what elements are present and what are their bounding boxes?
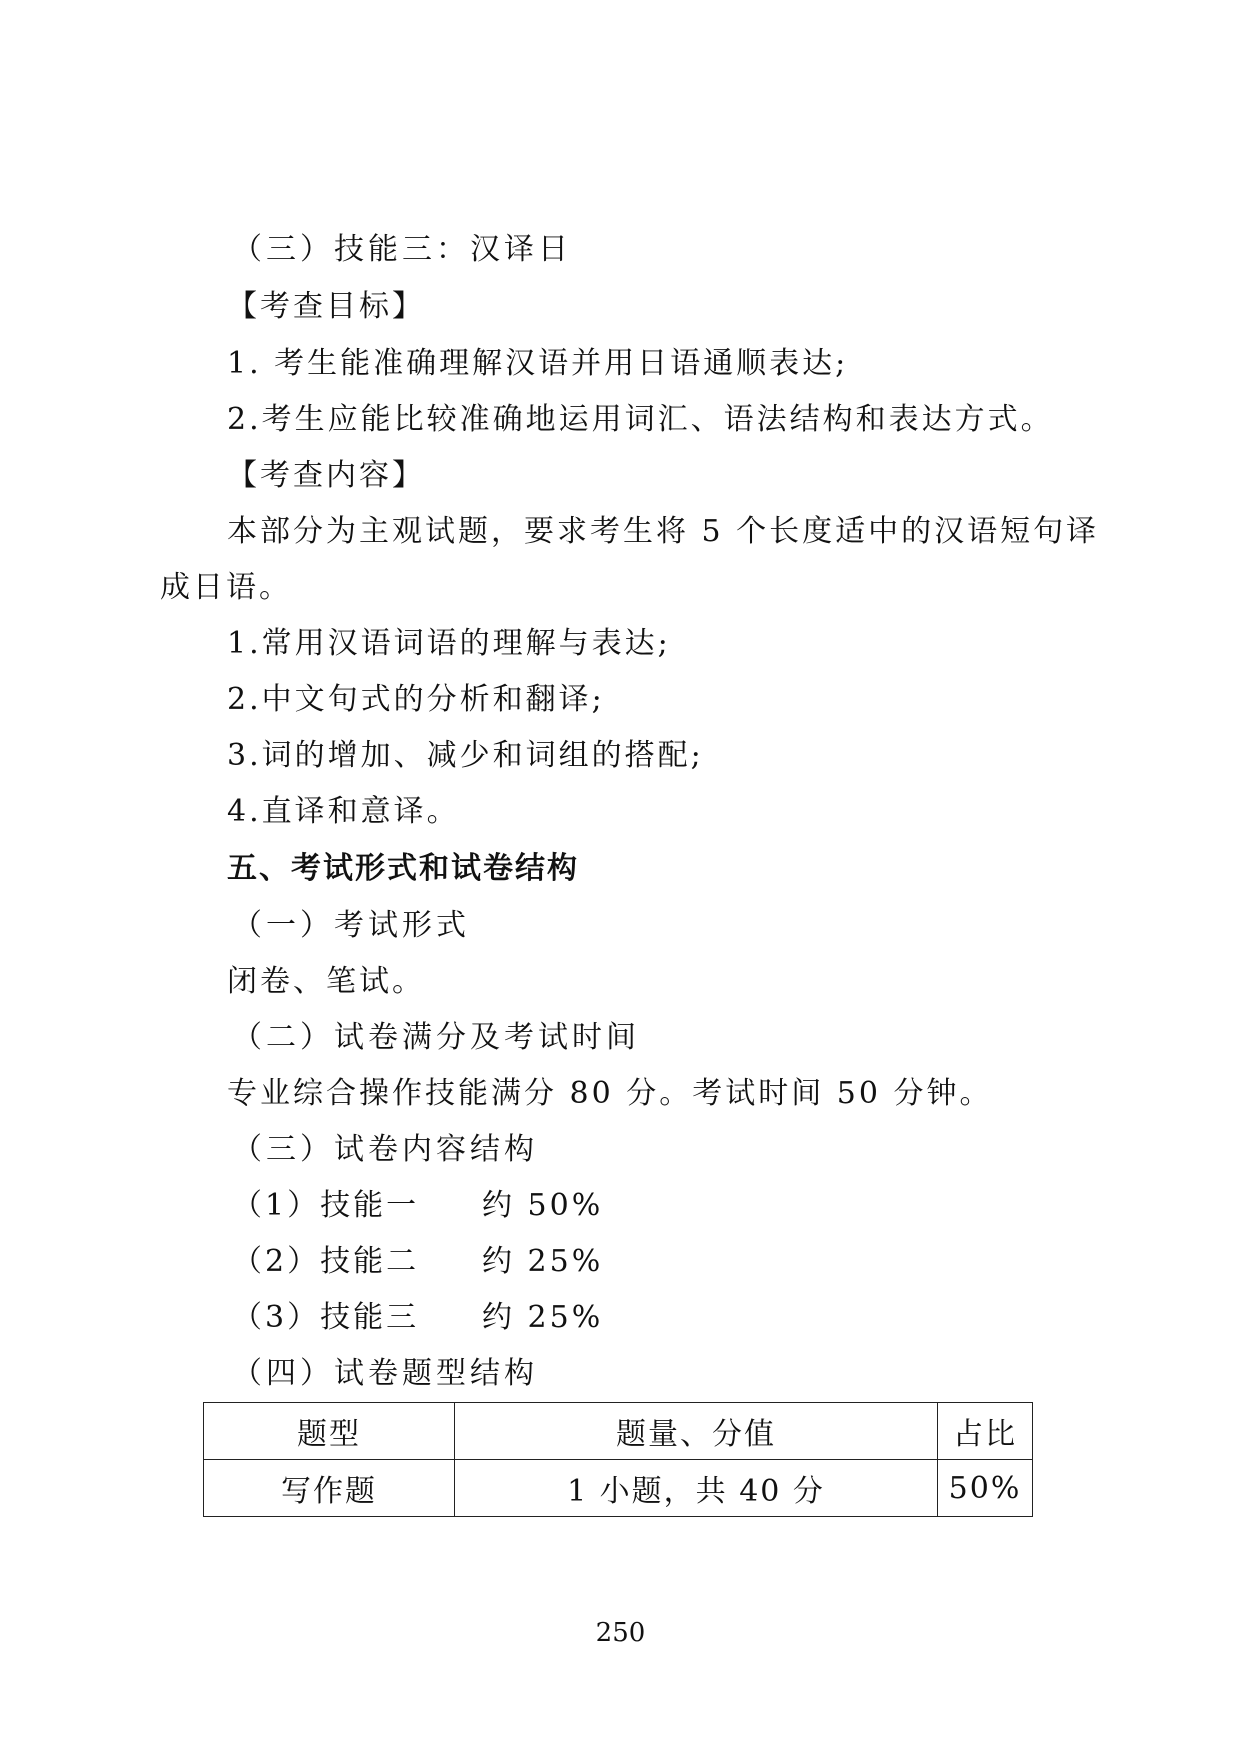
subsection-question-structure: （四）试卷题型结构 [232, 1356, 538, 1391]
subheading-content: 【考查内容】 [227, 458, 425, 493]
skill-ratio-row [232, 1186, 603, 1226]
content-item-1: 1.常用汉语词语的理解与表达; [227, 626, 671, 661]
subheading-objectives: 【考查目标】 [227, 289, 425, 324]
subsection-score-time: （二）试卷满分及考试时间 [232, 1020, 640, 1055]
skill-name: （2）技能二 [232, 1244, 420, 1279]
exam-form-text: 闭卷、笔试。 [227, 964, 425, 999]
table-header-row [204, 1403, 1033, 1460]
section-heading-skill-three: （三）技能三：汉译日 [232, 232, 572, 267]
objective-2: 2.考生应能比较准确地运用词汇、语法结构和表达方式。 [227, 402, 1054, 437]
skill-ratio: 约 25% [482, 1244, 604, 1279]
table-row [204, 1460, 1033, 1517]
subsection-content-structure: （三）试卷内容结构 [232, 1132, 538, 1167]
page-number: 250 [595, 1618, 646, 1648]
objective-1: 1. 考生能准确理解汉语并用日语通顺表达; [227, 346, 849, 381]
score-time-text: 专业综合操作技能满分 80 分。考试时间 50 分钟。 [227, 1076, 993, 1111]
table-header-cell: 占比 [938, 1403, 1033, 1460]
content-item-4: 4.直译和意译。 [227, 794, 460, 829]
content-paragraph-line-2: 成日语。 [160, 570, 292, 605]
question-type-table [203, 1402, 1033, 1517]
subsection-exam-form: （一）考试形式 [232, 908, 470, 943]
skill-ratio: 约 25% [482, 1300, 604, 1335]
table-cell: 写作题 [204, 1460, 455, 1517]
content-item-2: 2.中文句式的分析和翻译; [227, 682, 605, 717]
skill-name: （3）技能三 [232, 1300, 420, 1335]
table-header-cell: 题量、分值 [455, 1403, 938, 1460]
table-cell: 1 小题，共 40 分 [455, 1460, 938, 1517]
section-heading-five: 五、考试形式和试卷结构 [227, 851, 579, 886]
table-header-cell: 题型 [204, 1403, 455, 1460]
skill-ratio-row [232, 1242, 603, 1282]
skill-ratio-row [232, 1298, 603, 1338]
skill-ratio: 约 50% [482, 1188, 604, 1223]
table-cell: 50% [938, 1460, 1033, 1517]
content-paragraph-line-1: 本部分为主观试题，要求考生将 5 个长度适中的汉语短句译 [227, 514, 1100, 549]
skill-name: （1）技能一 [232, 1188, 420, 1223]
content-item-3: 3.词的增加、减少和词组的搭配; [227, 738, 704, 773]
